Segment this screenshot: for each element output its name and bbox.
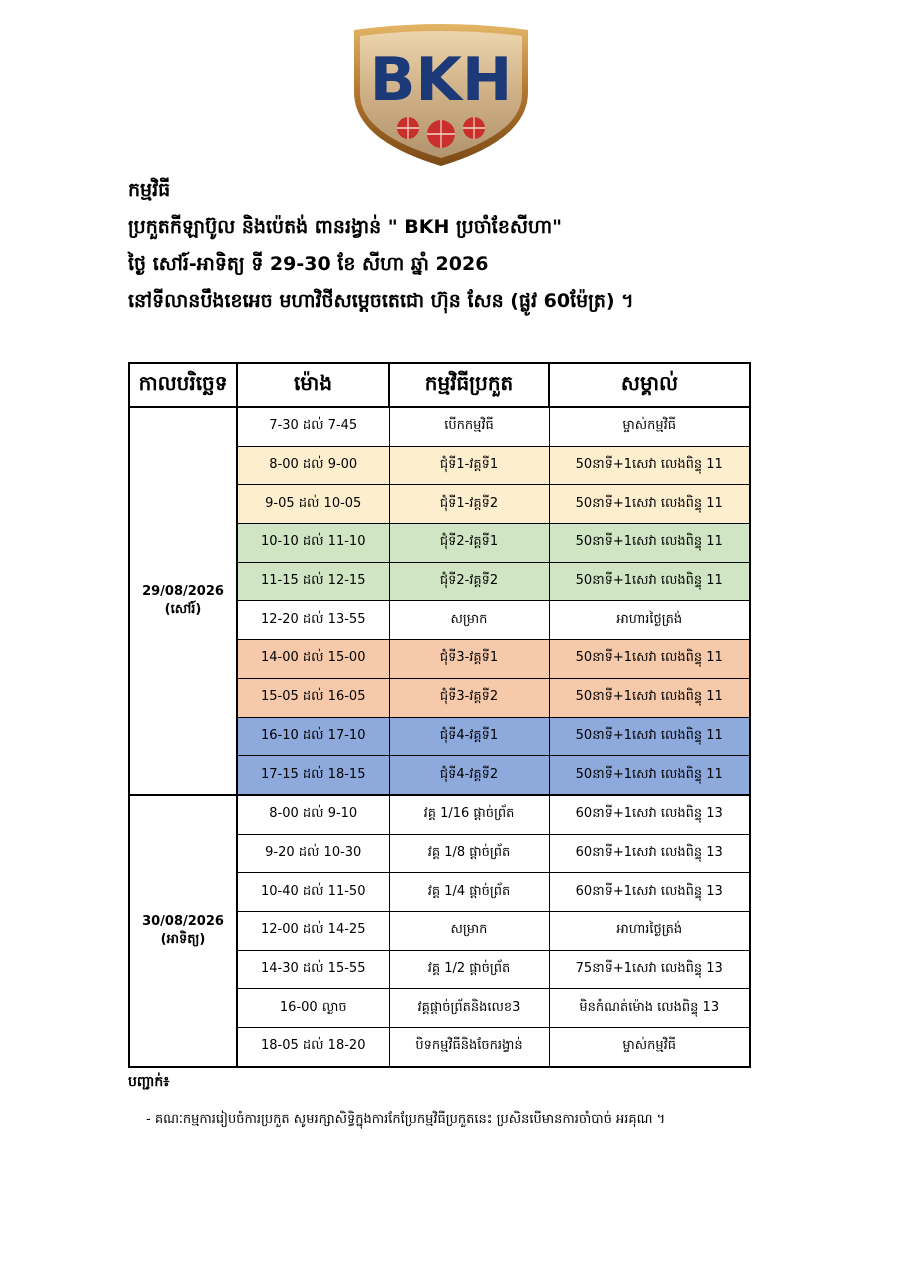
cell-event: វគ្គ 1/4 ផ្តាច់ព្រ័ត xyxy=(389,873,549,912)
cell-event: ជុំទី1-វគ្គទី2 xyxy=(389,485,549,524)
program-venue: នៅទីលានបឹងខេអេច មហាវិថីសម្តេចតេជោ ហ៊ុន សែន (ផ្លូវ 60ម៉ែត្រ) ។ xyxy=(128,290,634,312)
day-date: 30/08/2026 xyxy=(142,913,224,929)
header-date: កាលបរិច្ឆេទ xyxy=(129,363,237,407)
cell-note: 75នាទី+1សេវា លេងពិន្ទុ 13 xyxy=(549,950,750,989)
cell-time: 8-00 ដល់ 9-00 xyxy=(237,446,389,485)
cell-event: ជុំទី3-វគ្គទី2 xyxy=(389,678,549,717)
cell-event: ជុំទី2-វគ្គទី2 xyxy=(389,562,549,601)
schedule-header-row xyxy=(129,363,750,407)
cell-event: បើកកម្មវិធី xyxy=(389,407,549,446)
cell-event: វគ្គ 1/8 ផ្តាច់ព្រ័ត xyxy=(389,834,549,873)
schedule-table xyxy=(128,362,751,1068)
cell-time: 14-30 ដល់ 15-55 xyxy=(237,950,389,989)
cell-note: 50នាទី+1សេវា លេងពិន្ទុ 11 xyxy=(549,756,750,795)
header-note: សម្គាល់ xyxy=(549,363,750,407)
cell-event: ជុំទី4-វគ្គទី2 xyxy=(389,756,549,795)
cell-time: 17-15 ដល់ 18-15 xyxy=(237,756,389,795)
cell-time: 14-00 ដល់ 15-00 xyxy=(237,640,389,679)
cell-event: សម្រាក xyxy=(389,601,549,640)
day-date: 29/08/2026 xyxy=(142,583,224,599)
logo-text: BKH xyxy=(369,45,513,115)
cell-time: 9-20 ដល់ 10-30 xyxy=(237,834,389,873)
cell-note: 50នាទី+1សេវា លេងពិន្ទុ 11 xyxy=(549,640,750,679)
cell-note: អាហារថ្ងៃត្រង់ xyxy=(549,911,750,950)
day-weekday: (សៅរ៍) xyxy=(164,601,202,617)
cell-event: សម្រាក xyxy=(389,911,549,950)
cell-note: 60នាទី+1សេវា លេងពិន្ទុ 13 xyxy=(549,795,750,834)
cell-time: 16-00 ល្ងាច xyxy=(237,989,389,1028)
cell-note: មិនកំណត់ម៉ោង លេងពិន្ទុ 13 xyxy=(549,989,750,1028)
cell-event: ជុំទី1-វគ្គទី1 xyxy=(389,446,549,485)
cell-note: ម្ចាស់កម្មវិធី xyxy=(549,407,750,446)
cell-time: 7-30 ដល់ 7-45 xyxy=(237,407,389,446)
cell-note: 50នាទី+1សេវា លេងពិន្ទុ 11 xyxy=(549,524,750,563)
header-time: ម៉ោង xyxy=(237,363,389,407)
day-cell xyxy=(129,795,237,1067)
program-tournament-name: ប្រកួតកីឡាប៊ូល និងប៉េតង់ ពានរង្វាន់ " BKH ប្រចាំខែសីហា" xyxy=(128,216,563,238)
cell-note: 50នាទី+1សេវា លេងពិន្ទុ 11 xyxy=(549,446,750,485)
program-header xyxy=(128,172,848,320)
cell-event: ជុំទី4-វគ្គទី1 xyxy=(389,717,549,756)
cell-time: 18-05 ដល់ 18-20 xyxy=(237,1028,389,1067)
cell-note: 50នាទី+1សេវា លេងពិន្ទុ 11 xyxy=(549,562,750,601)
cell-note: 60នាទី+1សេវា លេងពិន្ទុ 13 xyxy=(549,873,750,912)
cell-event: ជុំទី2-វគ្គទី1 xyxy=(389,524,549,563)
day-cell xyxy=(129,407,237,795)
notes-title: បញ្ជាក់៖ xyxy=(128,1074,170,1090)
cell-event: វគ្គ 1/2 ផ្តាច់ព្រ័ត xyxy=(389,950,549,989)
cell-time: 8-00 ដល់ 9-10 xyxy=(237,795,389,834)
cell-time: 16-10 ដល់ 17-10 xyxy=(237,717,389,756)
cell-event: វគ្គផ្តាច់ព្រ័តនិងលេខ3 xyxy=(389,989,549,1028)
table-row xyxy=(129,407,750,446)
cell-time: 10-40 ដល់ 11-50 xyxy=(237,873,389,912)
notes-section xyxy=(128,1072,828,1130)
cell-note: 50នាទី+1សេវា លេងពិន្ទុ 11 xyxy=(549,485,750,524)
cell-time: 15-05 ដល់ 16-05 xyxy=(237,678,389,717)
cell-note: 60នាទី+1សេវា លេងពិន្ទុ 13 xyxy=(549,834,750,873)
table-row xyxy=(129,795,750,834)
cell-time: 12-20 ដល់ 13-55 xyxy=(237,601,389,640)
cell-time: 11-15 ដល់ 12-15 xyxy=(237,562,389,601)
header-event: កម្មវិធីប្រកួត xyxy=(389,363,549,407)
cell-note: អាហារថ្ងៃត្រង់ xyxy=(549,601,750,640)
cell-time: 12-00 ដល់ 14-25 xyxy=(237,911,389,950)
cell-time: 10-10 ដល់ 11-10 xyxy=(237,524,389,563)
day-weekday: (អាទិត្យ) xyxy=(160,931,206,947)
program-title: កម្មវិធី xyxy=(128,179,171,201)
bkh-logo xyxy=(350,22,532,168)
program-dates: ថ្ងៃ សៅរ៍-អាទិត្យ ទី 29-30 ខែ សីហា ឆ្នាំ 2026 xyxy=(128,253,489,275)
notes-item: - គណៈកម្មការរៀបចំការប្រកួត សូមរក្សាសិទ្ធិក្នុងការកែប្រែកម្មវិធីប្រកួតនេះ ប្រសិនបើមានការចាំបាច់ អរគុណ ។ xyxy=(146,1112,666,1127)
cell-time: 9-05 ដល់ 10-05 xyxy=(237,485,389,524)
cell-note: 50នាទី+1សេវា លេងពិន្ទុ 11 xyxy=(549,678,750,717)
cell-note: 50នាទី+1សេវា លេងពិន្ទុ 11 xyxy=(549,717,750,756)
cell-event: វគ្គ 1/16 ផ្តាច់ព្រ័ត xyxy=(389,795,549,834)
cell-note: ម្ចាស់កម្មវិធី xyxy=(549,1028,750,1067)
cell-event: ជុំទី3-វគ្គទី1 xyxy=(389,640,549,679)
cell-event: បិទកម្មវិធីនិងចែករង្វាន់ xyxy=(389,1028,549,1067)
